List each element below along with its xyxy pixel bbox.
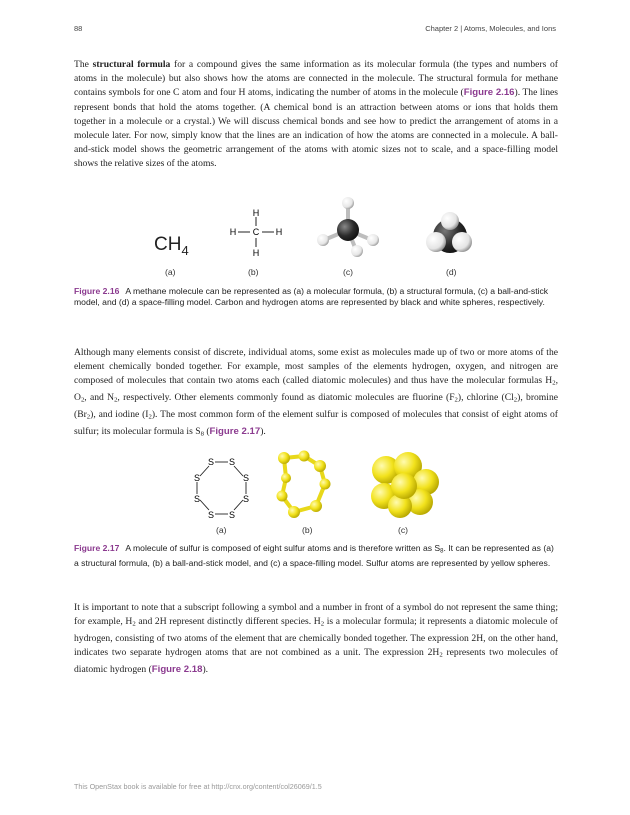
atom-h-bottom: H bbox=[252, 248, 260, 258]
sulfur-atom-7: S bbox=[193, 494, 201, 504]
footer-attribution: This OpenStax book is available for free at http://cnx.org/content/col26069/1.5 bbox=[74, 782, 322, 791]
page-number: 88 bbox=[74, 24, 83, 33]
figure-2-17-label-a: (a) bbox=[216, 525, 227, 535]
figure-2-17-link[interactable]: Figure 2.17 bbox=[209, 426, 261, 438]
figure-2-17-caption-label: Figure 2.17 bbox=[74, 543, 120, 553]
sulfur-atom-5: S bbox=[228, 510, 236, 520]
sulfur-atom-3: S bbox=[242, 473, 250, 483]
methane-ball-and-stick-model bbox=[313, 194, 383, 260]
term-structural-formula: structural formula bbox=[92, 59, 171, 70]
figure-2-17 bbox=[0, 448, 630, 538]
sulfur-atom-1: S bbox=[207, 457, 215, 467]
paragraph-diatomic-molecules: Although many elements consist of discrete, individual atoms, some exist as molecules made up of two or more atoms of the element chemically bonded together. For example, most samples of the elements hydrogen, oxygen, and nitrogen are composed of molecules that contain two atoms each (called diatomic molecules) and thus have the molecular formulas $H_2$, $O_2$, and $N_2$, respectively. Other elements commonly found as diatomic molecules are fluorine $(F_2)$, chlorine $(Cl_2)$, bromine $(Br_2)$, and iodine $(I_2)$. The most common form of the element sulfur is composed of molecules that consist of eight atoms of sulfur; its molecular formula is $S_8$ (Figure 2.17). bbox=[74, 347, 558, 438]
methane-molecular-formula: $CH_4$ bbox=[154, 234, 189, 258]
sulfur-atom-8: S bbox=[193, 473, 201, 483]
figure-2-16-label-d: (d) bbox=[446, 267, 457, 277]
figure-2-17-label-b: (b) bbox=[302, 525, 313, 535]
sulfur-structural-formula bbox=[188, 452, 256, 522]
atom-h-right: H bbox=[275, 227, 283, 237]
figure-2-16 bbox=[0, 190, 630, 280]
figure-2-17-label-c: (c) bbox=[398, 525, 409, 535]
figure-2-16-caption-label: Figure 2.16 bbox=[74, 286, 120, 296]
atom-h-top: H bbox=[252, 208, 260, 218]
figure-2-16-label-c: (c) bbox=[343, 267, 354, 277]
figure-2-16-caption: Figure 2.16 A methane molecule can be represented as (a) a molecular formula, (b) a structural formula, (c) a ball-and-stick model, and (d) a space-filling model. Carbon and hydrogen atoms are represented by black and white spheres, respectively. bbox=[74, 286, 549, 307]
sulfur-space-filling-model bbox=[370, 452, 442, 520]
sulfur-ball-and-stick-model bbox=[272, 450, 332, 522]
figure-2-16-label-b: (b) bbox=[248, 267, 259, 277]
atom-h-left: H bbox=[229, 227, 237, 237]
chapter-title: Chapter 2 | Atoms, Molecules, and Ions bbox=[425, 24, 556, 33]
figure-2-18-link[interactable]: Figure 2.18 bbox=[151, 664, 203, 676]
paragraph-subscripts: It is important to note that a subscript following a symbol and a number in front of a symbol do not represent the same thing; for example, $H_2$ and 2H represent distinctly different species. $H_2$ is a molecular formula; it represents a diatomic molecule of hydrogen, consisting of two atoms of the element that are chemically bonded together. The expression 2H, on the other hand, indicates two separate hydrogen atoms that are not combined as a unit. The expression $2H_2$ represents two molecules of diatomic hydrogen (Figure 2.18). bbox=[74, 602, 559, 676]
paragraph-structural-formula: The structural formula for a compound gives the same information as its molecular formula (the types and numbers of atoms in the molecule) but also shows how the atoms are connected in the molecule. The structural formula for methane contains symbols for one C atom and four H atoms, indicating the number of atoms in the molecule (Figure 2.16). The lines represent bonds that hold the atoms together. (A chemical bond is an attraction between atoms or ions that holds them together in a molecule or a crystal.) We will discuss chemical bonds and see how to predict the arrangement of atoms in a molecule later. For now, simply know that the lines are an indication of how the atoms are connected in a molecule. A ball-and-stick model shows the geometric arrangement of the atoms with atomic sizes not to scale, and a space-filling model shows the relative sizes of the atoms. bbox=[74, 59, 558, 170]
figure-2-16-link[interactable]: Figure 2.16 bbox=[463, 87, 515, 99]
sulfur-atom-4: S bbox=[242, 494, 250, 504]
methane-space-filling-model bbox=[424, 212, 474, 260]
sulfur-atom-2: S bbox=[228, 457, 236, 467]
methane-structural-formula bbox=[226, 204, 286, 262]
atom-c: C bbox=[252, 227, 260, 237]
figure-2-17-caption: Figure 2.17 A molecule of sulfur is composed of eight sulfur atoms and is therefore written as $S_8$. It can be represented as (a) a structural formula, (b) a ball-and-stick model, and (c) a space-filling model. Sulfur atoms are represented by yellow spheres. bbox=[74, 543, 554, 568]
figure-2-16-label-a: (a) bbox=[165, 267, 176, 277]
sulfur-atom-6: S bbox=[207, 510, 215, 520]
